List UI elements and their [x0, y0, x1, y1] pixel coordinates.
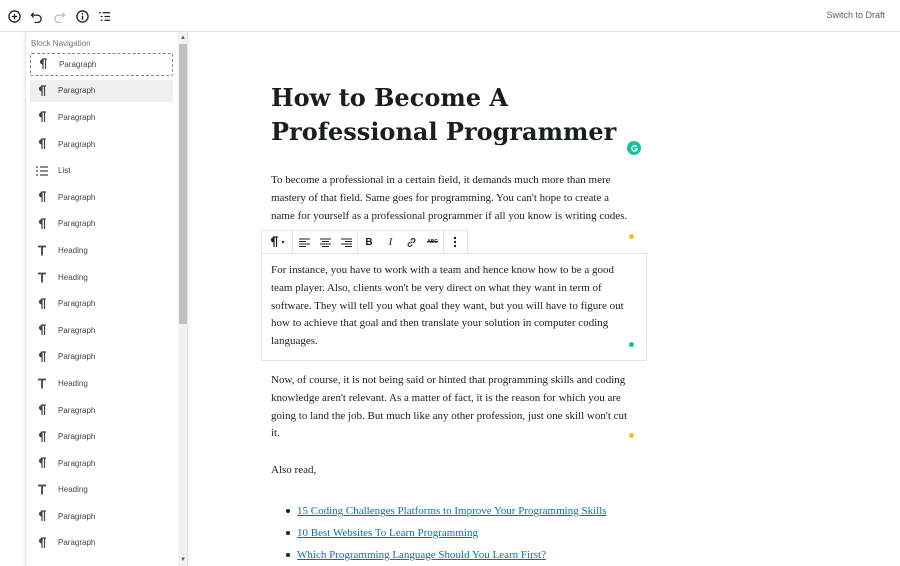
nav-item-label: Paragraph	[58, 538, 96, 548]
nav-item-paragraph[interactable]	[30, 80, 173, 103]
nav-item-label: Paragraph	[58, 325, 96, 335]
grammarly-status-dot	[629, 234, 634, 239]
nav-item-label: Paragraph	[58, 352, 96, 362]
heading-icon	[36, 377, 48, 389]
info-icon	[76, 10, 89, 23]
grammarly-g-icon	[630, 144, 639, 153]
redo-icon	[53, 10, 66, 23]
more-vertical-icon	[453, 236, 457, 248]
block-navigation-list	[30, 53, 173, 558]
editor-canvas	[190, 33, 900, 566]
nav-item-paragraph[interactable]	[30, 213, 173, 236]
nav-item-label: Heading	[58, 378, 88, 388]
nav-item-paragraph[interactable]	[30, 319, 173, 342]
paragraph-icon	[36, 351, 48, 363]
align-center-button[interactable]	[315, 231, 336, 253]
paragraph-icon	[37, 58, 49, 70]
paragraph-block-3[interactable]: Now, of course, it is not being said or hinted that programming skills and coding knowledge aren't relevant. As a matter of fact, it is the reason for which you are going to land the job. But much like any other profession, just one skill won't cut it.	[271, 374, 628, 440]
nav-item-label: Paragraph	[58, 432, 96, 442]
paragraph-block-4[interactable]: Also read,	[271, 464, 317, 476]
chevron-down-icon: ▾	[281, 239, 285, 246]
link-icon	[406, 237, 417, 248]
block-type-switcher[interactable]	[262, 231, 292, 253]
nav-item-label: Paragraph	[58, 511, 96, 521]
scroll-up-arrow-icon[interactable]: ▲	[180, 35, 186, 41]
paragraph-icon	[36, 138, 48, 150]
nav-item-paragraph[interactable]	[30, 425, 173, 448]
related-links-list	[297, 500, 607, 566]
paragraph-icon	[269, 236, 279, 248]
paragraph-icon	[36, 457, 48, 469]
add-block-button[interactable]	[4, 6, 24, 26]
nav-scrollbar[interactable]	[178, 32, 188, 566]
undo-button[interactable]	[26, 6, 46, 26]
align-right-icon	[341, 238, 352, 247]
paragraph-icon	[36, 404, 48, 416]
nav-item-label: Paragraph	[58, 86, 96, 96]
align-center-icon	[320, 238, 331, 247]
nav-item-paragraph[interactable]	[30, 532, 173, 555]
nav-item-paragraph[interactable]	[30, 292, 173, 315]
bold-button[interactable]: B	[365, 236, 373, 248]
nav-item-list[interactable]	[30, 159, 173, 182]
nav-item-paragraph[interactable]	[30, 106, 173, 129]
paragraph-block-1[interactable]: To become a professional in a certain field, it demands much more than mere mastery of that field. Same goes for programming. You can't hope to create a name for yourself as a professional programmer if all you know is writing codes.	[271, 174, 628, 222]
nav-item-label: Heading	[58, 272, 88, 282]
paragraph-icon	[36, 431, 48, 443]
nav-item-heading[interactable]	[30, 239, 173, 262]
paragraph-icon	[36, 298, 48, 310]
list-item	[297, 544, 607, 566]
nav-item-label: Paragraph	[58, 405, 96, 415]
nav-item-heading[interactable]	[30, 479, 173, 502]
grammarly-icon[interactable]	[627, 141, 641, 155]
nav-item-label: Paragraph	[58, 458, 96, 468]
block-navigation-title: Block Navigation	[31, 39, 91, 48]
align-left-icon	[299, 238, 310, 247]
paragraph-icon	[36, 324, 48, 336]
nav-item-label: Heading	[58, 485, 88, 495]
italic-button[interactable]: I	[388, 236, 393, 248]
paragraph-icon	[36, 537, 48, 549]
nav-item-paragraph[interactable]	[30, 186, 173, 209]
paragraph-icon	[36, 218, 48, 230]
heading-icon	[36, 271, 48, 283]
nav-item-heading[interactable]	[30, 372, 173, 395]
grammarly-status-dot	[629, 433, 634, 438]
content-info-button[interactable]	[72, 6, 92, 26]
heading-icon	[36, 244, 48, 256]
post-title[interactable]: How to Become A Professional Programmer	[271, 83, 617, 146]
undo-icon	[30, 10, 43, 23]
strikethrough-button[interactable]: ABC	[427, 239, 438, 245]
list-icon	[36, 165, 48, 177]
paragraph-icon	[36, 85, 48, 97]
paragraph-icon	[36, 111, 48, 123]
list-item	[297, 500, 607, 522]
scroll-down-arrow-icon[interactable]: ▼	[180, 557, 186, 563]
align-right-button[interactable]	[336, 231, 357, 253]
nav-item-paragraph[interactable]	[30, 53, 173, 76]
nav-item-paragraph[interactable]	[30, 133, 173, 156]
nav-item-label: Paragraph	[59, 59, 97, 69]
more-options-button[interactable]	[444, 231, 466, 253]
nav-item-label: Heading	[58, 245, 88, 255]
nav-scrollbar-thumb[interactable]	[179, 44, 187, 324]
paragraph-icon	[36, 510, 48, 522]
redo-button[interactable]	[49, 6, 69, 26]
link-button[interactable]	[401, 231, 422, 253]
nav-item-label: Paragraph	[58, 219, 96, 229]
nav-item-label: Paragraph	[58, 112, 96, 122]
related-link-1[interactable]: 15 Coding Challenges Platforms to Improve Your Programming Skills	[297, 505, 607, 517]
nav-item-heading[interactable]	[30, 266, 173, 289]
switch-to-draft-button[interactable]: Switch to Draft	[826, 10, 885, 20]
nav-item-paragraph[interactable]	[30, 505, 173, 528]
nav-item-label: Paragraph	[58, 139, 96, 149]
nav-item-paragraph[interactable]	[30, 399, 173, 422]
nav-item-label: Paragraph	[58, 192, 96, 202]
align-left-button[interactable]	[293, 231, 315, 253]
list-item	[297, 522, 607, 544]
grammarly-status-dot	[629, 342, 634, 347]
nav-item-paragraph[interactable]	[30, 452, 173, 475]
paragraph-block-2[interactable]: For instance, you have to work with a team and hence know how to be a good team player. Also, clients won't be very direct on what they want in term of software. They will tell you what goal they want, but you will have to figure out how to achieve that goal and then translate your solution in computer coding languages.	[271, 264, 624, 348]
nav-item-label: Paragraph	[58, 299, 96, 309]
nav-item-paragraph[interactable]	[30, 346, 173, 369]
list-view-icon	[98, 10, 111, 23]
heading-icon	[36, 484, 48, 496]
paragraph-icon	[36, 191, 48, 203]
block-navigation-button[interactable]	[94, 6, 114, 26]
block-toolbar	[261, 230, 468, 254]
block-navigation-panel	[25, 32, 188, 566]
plus-circle-icon	[8, 10, 21, 23]
related-link-2[interactable]: 10 Best Websites To Learn Programming	[297, 527, 478, 539]
related-link-3[interactable]: Which Programming Language Should You Learn First?	[297, 549, 546, 561]
top-toolbar	[0, 0, 900, 32]
nav-item-label: List	[58, 166, 71, 176]
